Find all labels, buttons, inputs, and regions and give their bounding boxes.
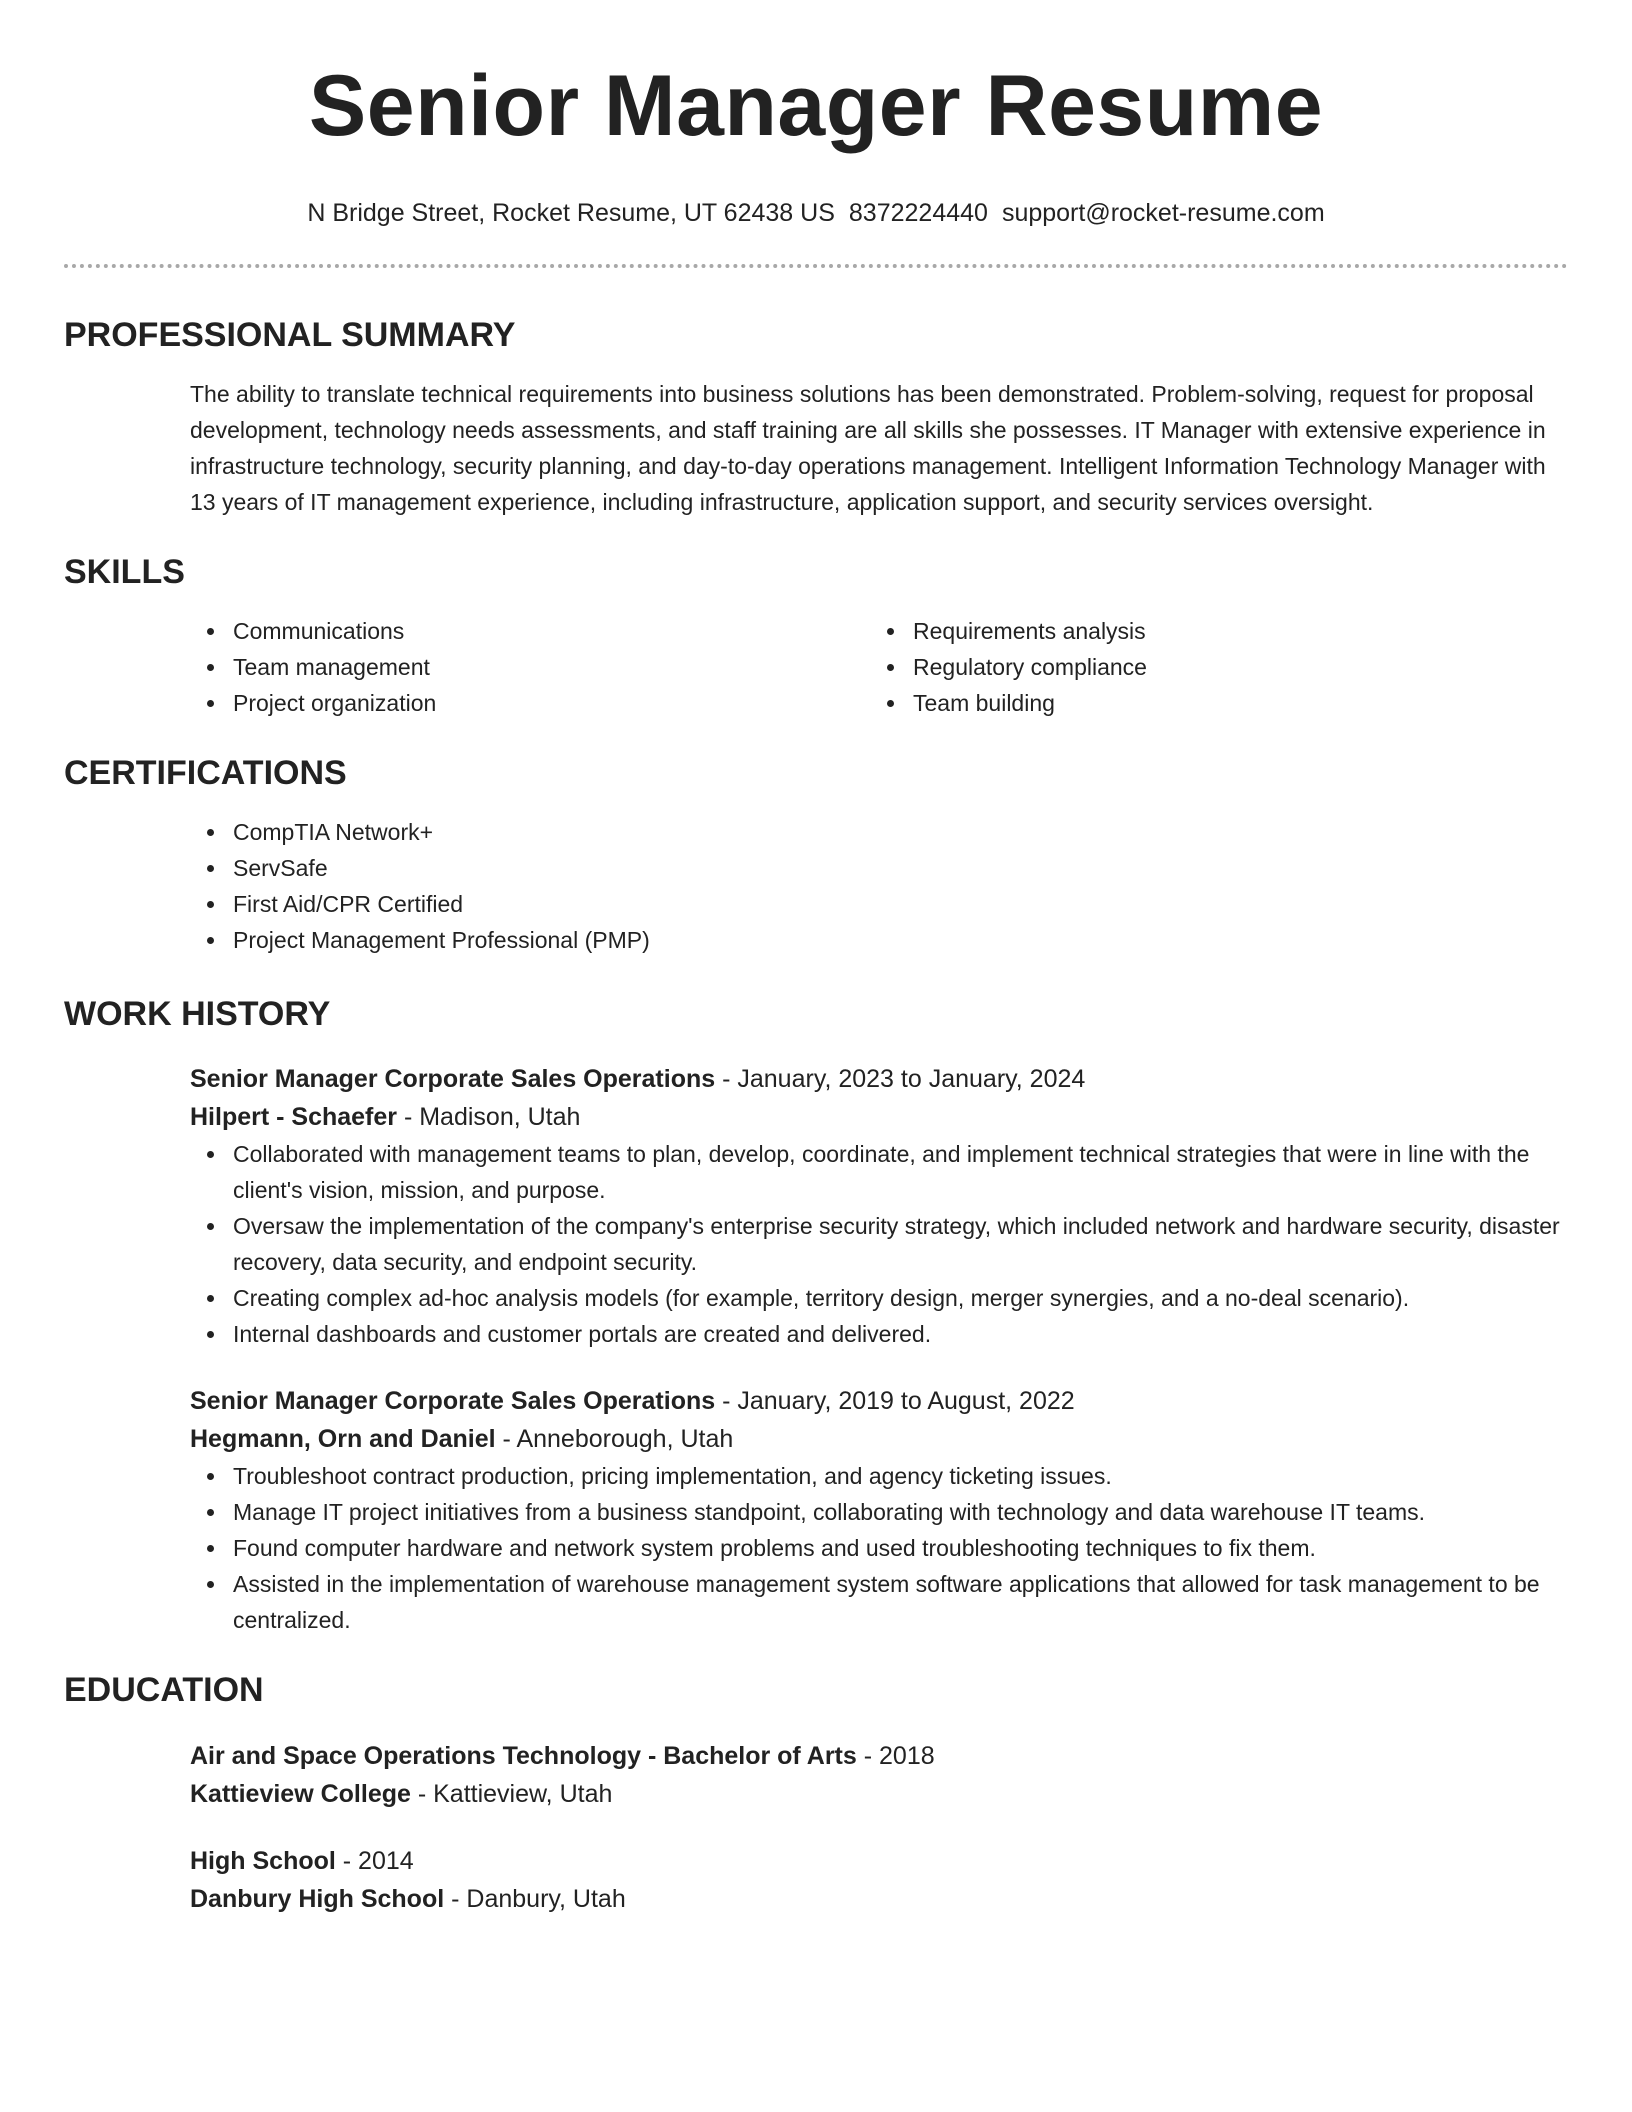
section-title-education: EDUCATION [64, 1671, 264, 1709]
education-degree: High School [190, 1847, 336, 1875]
section-title-certifications: CERTIFICATIONS [64, 754, 347, 792]
job-location: - Madison, Utah [397, 1103, 581, 1131]
job-dates: - January, 2019 to August, 2022 [715, 1387, 1075, 1415]
certification-item: CompTIA Network+ [190, 814, 1568, 850]
education-degree-line [190, 1737, 1568, 1775]
job-bullet: Assisted in the implementation of warehouse management system software applications that allowed for task management to be centralized. [190, 1566, 1568, 1638]
job-bullet: Troubleshoot contract production, pricing implementation, and agency ticketing issues. [190, 1458, 1568, 1494]
skill-item: Regulatory compliance [870, 649, 1550, 685]
certifications-list [190, 814, 1568, 958]
job-company: Hilpert - Schaefer [190, 1103, 398, 1131]
job-bullet: Collaborated with management teams to plan, develop, coordinate, and implement technical strategies that were in line with the client's vision, mission, and purpose. [190, 1136, 1568, 1208]
job-bullets [190, 1136, 1568, 1352]
education-location: - Kattieview, Utah [410, 1780, 613, 1808]
education-school-line [190, 1880, 1568, 1918]
section-title-skills: SKILLS [64, 553, 185, 591]
skill-item: Communications [190, 613, 870, 649]
education-school: Danbury High School [190, 1885, 445, 1913]
skill-item: Team management [190, 649, 870, 685]
education-school: Kattieview College [190, 1780, 411, 1808]
education-year: - 2018 [856, 1742, 935, 1770]
education-degree: Air and Space Operations Technology - Bachelor of Arts [190, 1742, 857, 1770]
job-bullet: Oversaw the implementation of the company's enterprise security strategy, which included network and hardware security, disaster recovery, data security, and endpoint security. [190, 1208, 1568, 1280]
certification-item: ServSafe [190, 850, 1568, 886]
certification-item: First Aid/CPR Certified [190, 886, 1568, 922]
job-bullets [190, 1458, 1568, 1638]
contact-phone: 8372224440 [848, 199, 988, 227]
section-title-work-history: WORK HISTORY [64, 995, 331, 1033]
skill-item: Project organization [190, 685, 870, 721]
job-bullet: Manage IT project initiatives from a business standpoint, collaborating with technology and data warehouse IT teams. [190, 1494, 1568, 1530]
education-school-line [190, 1775, 1568, 1813]
contact-email: support@rocket-resume.com [1001, 199, 1325, 227]
job-bullet: Internal dashboards and customer portals are created and delivered. [190, 1316, 1568, 1352]
education-entry [190, 1842, 1568, 1918]
education-year: - 2014 [335, 1847, 414, 1875]
skill-item: Requirements analysis [870, 613, 1550, 649]
job-role: Senior Manager Corporate Sales Operations [190, 1387, 716, 1415]
education-location: - Danbury, Utah [444, 1885, 626, 1913]
certifications-bullets [190, 814, 1568, 958]
job-dates: - January, 2023 to January, 2024 [715, 1065, 1086, 1093]
education-degree-line [190, 1842, 1568, 1880]
summary-text: The ability to translate technical requirements into business solutions has been demonstrated. Problem-solving, request for proposal development, technology needs assessments, and staff training are all skills she possesses. IT Manager with extensive experience in infrastructure technology, security planning, and day-to-day operations management. Intelligent Information Technology Manager with 13 years of IT management experience, including infrastructure, application support, and security services oversight. [190, 381, 1546, 515]
header-divider [64, 264, 1568, 268]
skills-column-right [870, 613, 1550, 721]
job-company: Hegmann, Orn and Daniel [190, 1425, 496, 1453]
job-entry [190, 1060, 1568, 1352]
job-bullet: Creating complex ad-hoc analysis models (for example, territory design, merger synergies, and a no-deal scenario). [190, 1280, 1568, 1316]
job-entry [190, 1382, 1568, 1638]
section-title-summary: PROFESSIONAL SUMMARY [64, 316, 516, 354]
job-role: Senior Manager Corporate Sales Operations [190, 1065, 716, 1093]
job-company-line [190, 1098, 1568, 1136]
job-role-line [190, 1060, 1568, 1098]
skills-column-left [190, 613, 870, 721]
certification-item: Project Management Professional (PMP) [190, 922, 1568, 958]
job-location: - Anneborough, Utah [495, 1425, 734, 1453]
contact-line [64, 196, 1568, 230]
resume-title: Senior Manager Resume [308, 58, 1324, 154]
contact-address: N Bridge Street, Rocket Resume, UT 62438 US [307, 199, 835, 227]
skills-list [190, 613, 1568, 721]
education-entry [190, 1737, 1568, 1813]
job-role-line [190, 1382, 1568, 1420]
job-bullet: Found computer hardware and network system problems and used troubleshooting techniques to fix them. [190, 1530, 1568, 1566]
job-company-line [190, 1420, 1568, 1458]
skill-item: Team building [870, 685, 1550, 721]
